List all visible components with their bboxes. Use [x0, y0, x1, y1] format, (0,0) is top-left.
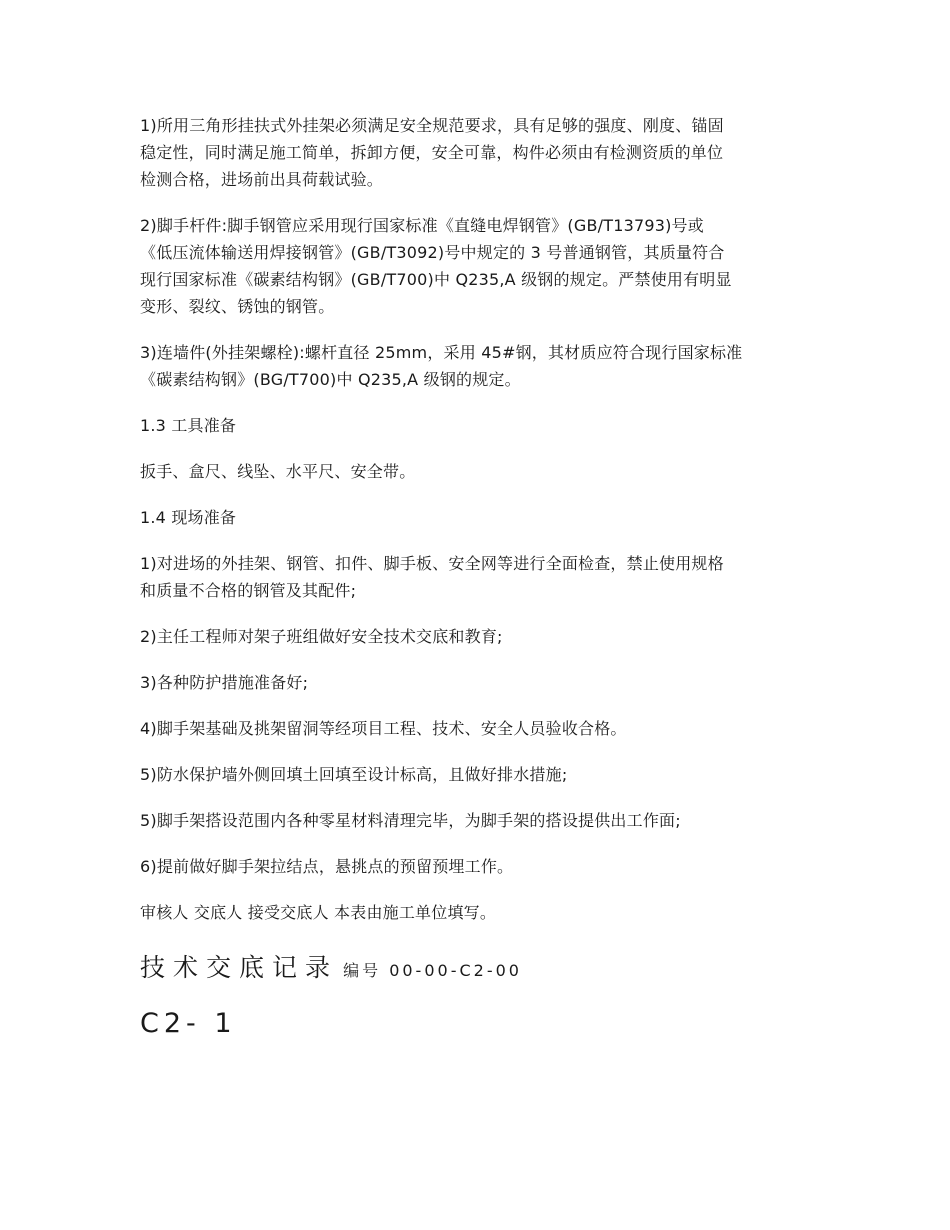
record-number: 编号 00-00-C2-00: [343, 961, 522, 980]
form-code: C2- 1: [140, 1008, 237, 1039]
text-line: 6)提前做好脚手架拉结点，悬挑点的预留预埋工作。: [140, 857, 514, 876]
text-line: 4)脚手架基础及挑架留洞等经项目工程、技术、安全人员验收合格。: [140, 719, 627, 738]
record-title: 技术交底记录: [140, 953, 339, 982]
record-title-line: [140, 948, 820, 984]
text-line: 变形、裂纹、锈蚀的钢管。: [140, 297, 335, 316]
paragraph: [140, 899, 820, 926]
text-line: 现行国家标准《碳素结构钢》(GB/T700)中 Q235,A 级钢的规定。严禁使用有明显: [140, 270, 732, 289]
paragraph: [140, 807, 820, 834]
paragraph: [140, 761, 820, 788]
paragraph: [140, 669, 820, 696]
paragraph: [140, 112, 820, 193]
paragraph: [140, 853, 820, 880]
text-line: 5)防水保护墙外侧回填土回填至设计标高，且做好排水措施;: [140, 765, 568, 784]
text-line: 检测合格，进场前出具荷载试验。: [140, 170, 384, 189]
document-body: [140, 112, 820, 926]
text-line: 3)各种防护措施准备好;: [140, 673, 309, 692]
text-line: 1.3 工具准备: [140, 416, 237, 435]
text-line: 稳定性，同时满足施工简单，拆卸方便，安全可靠，构件必须由有检测资质的单位: [140, 143, 724, 162]
text-line: 5)脚手架搭设范围内各种零星材料清理完毕，为脚手架的搭设提供出工作面;: [140, 811, 681, 830]
text-line: 2)主任工程师对架子班组做好安全技术交底和教育;: [140, 627, 503, 646]
text-line: 和质量不合格的钢管及其配件;: [140, 581, 357, 600]
paragraph: [140, 623, 820, 650]
paragraph: [140, 339, 820, 393]
text-line: 《低压流体输送用焊接钢管》(GB/T3092)号中规定的 3 号普通钢管，其质量符合: [140, 243, 725, 262]
paragraph: [140, 504, 820, 531]
paragraph: [140, 458, 820, 485]
paragraph: [140, 550, 820, 604]
paragraph: [140, 715, 820, 742]
text-line: 2)脚手杆件:脚手钢管应采用现行国家标准《直缝电焊钢管》(GB/T13793)号或: [140, 216, 704, 235]
text-line: 扳手、盒尺、线坠、水平尺、安全带。: [140, 462, 416, 481]
text-line: 审核人 交底人 接受交底人 本表由施工单位填写。: [140, 903, 497, 922]
text-line: 1.4 现场准备: [140, 508, 237, 527]
paragraph: [140, 212, 820, 320]
document-page: [140, 112, 820, 1039]
paragraph: [140, 412, 820, 439]
text-line: 3)连墙件(外挂架螺栓):螺杆直径 25mm，采用 45#钢，其材质应符合现行国家标准: [140, 343, 743, 362]
text-line: 1)所用三角形挂扶式外挂架必须满足安全规范要求，具有足够的强度、刚度、锚固: [140, 116, 724, 135]
text-line: 1)对进场的外挂架、钢管、扣件、脚手板、安全网等进行全面检查，禁止使用规格: [140, 554, 724, 573]
text-line: 《碳素结构钢》(BG/T700)中 Q235,A 级钢的规定。: [140, 370, 521, 389]
